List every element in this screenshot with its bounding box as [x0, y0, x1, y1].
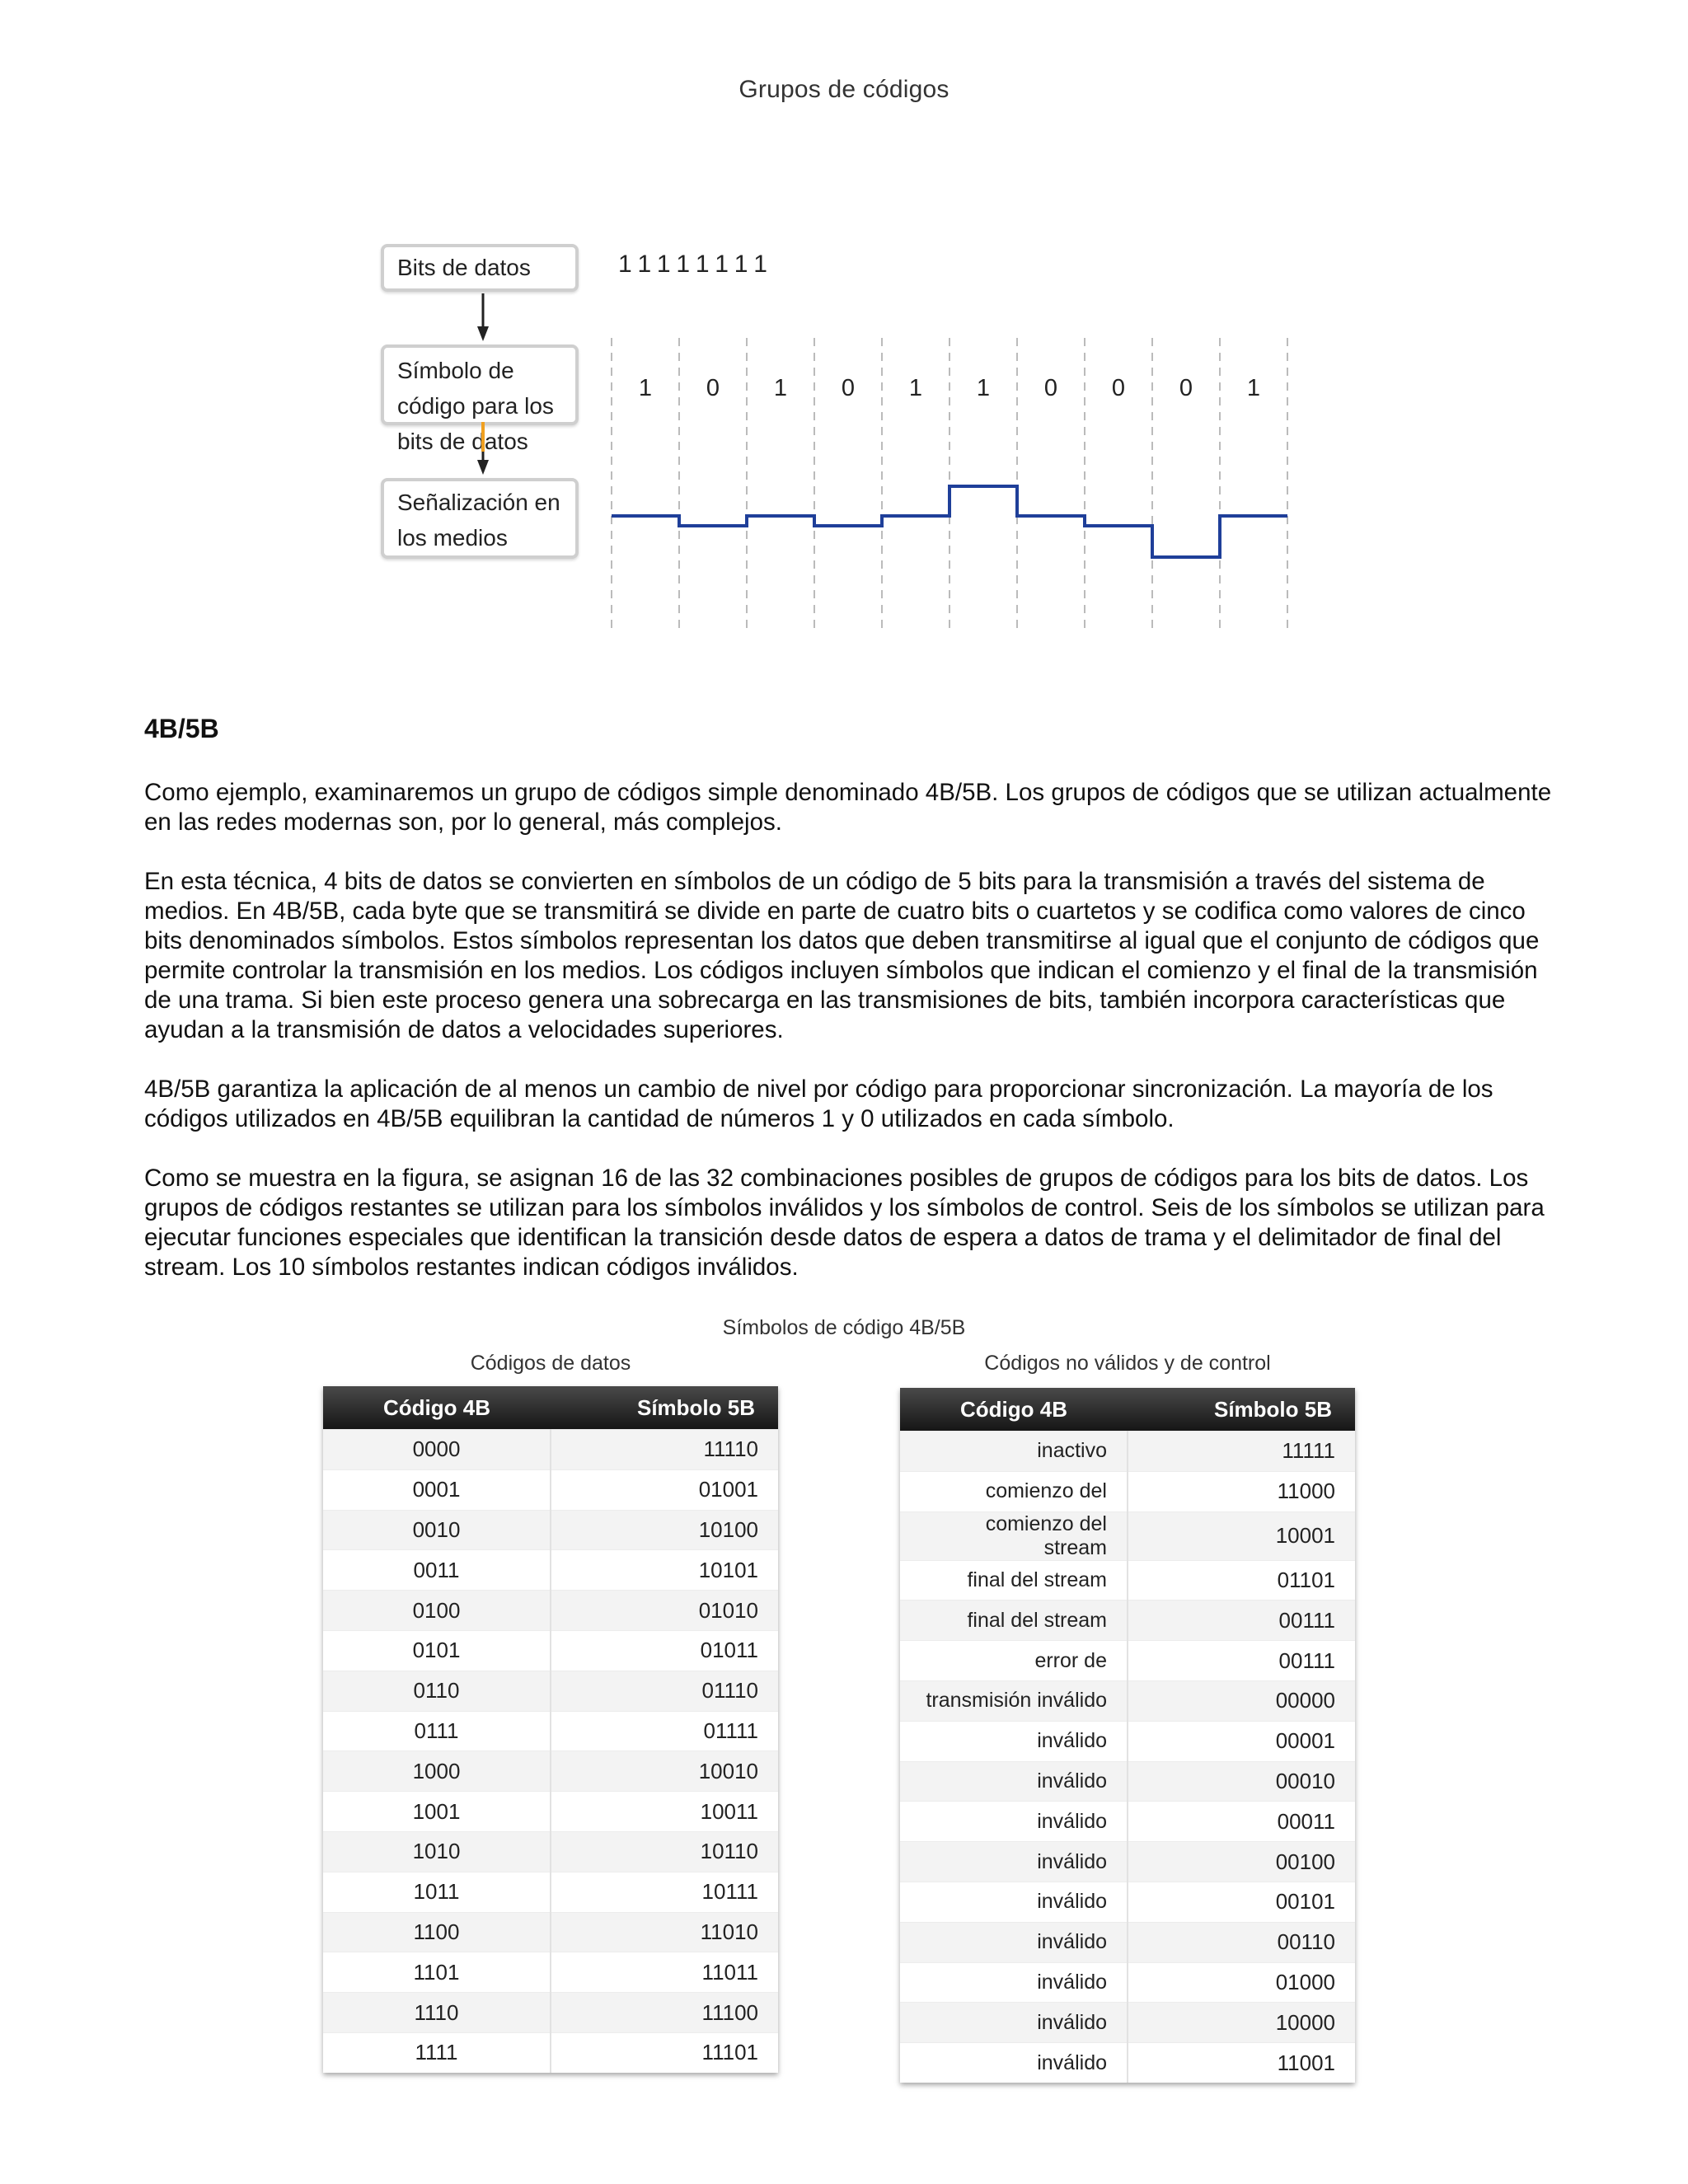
table-row [900, 1882, 1355, 1922]
cell-symbol-5b: 10110 [551, 1831, 778, 1872]
table-row [323, 1671, 778, 1711]
cell-symbol-5b: 11111 [1128, 1432, 1355, 1472]
cell-code-4b: inválido [900, 1721, 1128, 1761]
cell-code-4b: comienzo del [900, 1471, 1128, 1511]
cell-code-4b: 1010 [323, 1831, 551, 1872]
media-signaling-label-line1: Señalización en [397, 490, 560, 515]
cell-code-4b: inválido [900, 1761, 1128, 1802]
figure-title: Grupos de códigos [738, 76, 950, 103]
cell-symbol-5b: 00100 [1128, 1842, 1355, 1882]
table-row [323, 1792, 778, 1832]
code-symbol-label-line3: bits de datos [397, 429, 528, 454]
code-bit: 0 [1111, 375, 1126, 401]
cell-symbol-5b: 00110 [1128, 1922, 1355, 1962]
table-row [900, 2003, 1355, 2043]
table-row [323, 1952, 778, 1993]
cell-code-4b: inválido [900, 2003, 1128, 2043]
cell-symbol-5b: 00000 [1128, 1680, 1355, 1721]
column-header-5b: Símbolo 5B [551, 1386, 778, 1430]
cell-symbol-5b: 11011 [551, 1952, 778, 1993]
paragraph-2: En esta técnica, 4 bits de datos se convierten en símbolos de un código de 5 bits para la transmisión a través del sistema de medios. En 4B/5B, cada byte que se transmitirá se divide en parte de cuatro bits o cuartetos y se codifica como valores de cinco bits denominados símbolos. Estos símbolos representan los datos que deben transmitirse al igual que el conjunto de códigos que permite controlar la transmisión en los medios. Los códigos incluyen símbolos que indican el comienzo y el final de la transmisión de una trama. Si bien este proceso genera una sobrecarga en las transmisiones de bits, también incorpora características que ayudan a la transmisión de datos a velocidades superiores. [144, 868, 1540, 1043]
cell-code-4b: 0011 [323, 1550, 551, 1591]
table-row [323, 2032, 778, 2072]
cell-code-4b: 0101 [323, 1630, 551, 1671]
cell-symbol-5b: 01001 [551, 1469, 778, 1510]
code-bit: 0 [1179, 375, 1193, 401]
cell-code-4b: inválido [900, 1962, 1128, 2003]
cell-symbol-5b: 10101 [551, 1550, 778, 1591]
tables-title: Símbolos de código 4B/5B [722, 1316, 966, 1339]
cell-code-4b: transmisión inválido [900, 1680, 1128, 1721]
cell-code-4b: 0110 [323, 1671, 551, 1711]
cell-code-4b: inactivo [900, 1432, 1128, 1472]
table-header-row [900, 1388, 1355, 1432]
cell-code-4b: comienzo del stream [900, 1511, 1128, 1560]
cell-code-4b: final del stream [900, 1601, 1128, 1641]
data-bits-label: Bits de datos [397, 255, 531, 280]
cell-code-4b: inválido [900, 1802, 1128, 1842]
cell-code-4b: 1011 [323, 1872, 551, 1912]
table-row [900, 1802, 1355, 1842]
cell-symbol-5b: 11110 [551, 1430, 778, 1470]
cell-symbol-5b: 11101 [551, 2032, 778, 2072]
cell-symbol-5b: 01101 [1128, 1560, 1355, 1601]
cell-code-4b: 0010 [323, 1510, 551, 1550]
table-row [323, 1630, 778, 1671]
control-codes-table [900, 1388, 1355, 2083]
table-row [900, 1511, 1355, 1560]
data-codes-table [323, 1386, 778, 2073]
media-signaling-label-line2: los medios [397, 525, 508, 551]
cell-symbol-5b: 10010 [551, 1751, 778, 1792]
table-row [900, 1601, 1355, 1641]
code-symbol-label-line1: Símbolo de [397, 358, 514, 383]
table-row [323, 1510, 778, 1550]
cell-code-4b: error de [900, 1641, 1128, 1681]
cell-code-4b: 1101 [323, 1952, 551, 1993]
table-row [323, 1591, 778, 1631]
table-row [900, 1560, 1355, 1601]
table-row [323, 1751, 778, 1792]
control-codes-caption: Códigos no válidos y de control [984, 1352, 1271, 1375]
cell-code-4b: inválido [900, 1882, 1128, 1922]
table-header-row [323, 1386, 778, 1430]
section-heading: 4B/5B [144, 714, 219, 743]
cell-symbol-5b: 01010 [551, 1591, 778, 1631]
cell-symbol-5b: 11010 [551, 1912, 778, 1952]
cell-symbol-5b: 11001 [1128, 2043, 1355, 2083]
table-row [323, 1831, 778, 1872]
table-row [323, 1912, 778, 1952]
cell-symbol-5b: 11000 [1128, 1471, 1355, 1511]
cell-symbol-5b: 00111 [1128, 1601, 1355, 1641]
down-arrow-2 [477, 422, 489, 475]
table-row [900, 1471, 1355, 1511]
cell-code-4b: 1111 [323, 2032, 551, 2072]
table-row [900, 1922, 1355, 1962]
cell-symbol-5b: 10001 [1128, 1511, 1355, 1560]
cell-code-4b: 0000 [323, 1430, 551, 1470]
paragraph-4: Como se muestra en la figura, se asignan 16 de las 32 combinaciones posibles de grupos de códigos para los bits de datos. Los grupos de códigos restantes se utilizan para los símbolos inválidos y los símbolos de control. Seis de los símbolos se utilizan para ejecutar funciones especiales que identifican la transición desde datos de espera a datos de trama y el delimitador de final del stream. Los 10 símbolos restantes indican códigos inválidos. [144, 1165, 1545, 1281]
table-row [323, 1430, 778, 1470]
cell-code-4b: 0111 [323, 1711, 551, 1751]
cell-code-4b: 1001 [323, 1792, 551, 1832]
cell-code-4b: 1000 [323, 1751, 551, 1792]
cell-code-4b: 1110 [323, 1993, 551, 2033]
table-row [323, 1872, 778, 1912]
table-row [900, 1842, 1355, 1882]
cell-symbol-5b: 10100 [551, 1510, 778, 1550]
column-header-5b: Símbolo 5B [1128, 1388, 1355, 1432]
cell-symbol-5b: 10111 [551, 1872, 778, 1912]
code-bit: 0 [841, 375, 856, 401]
cell-symbol-5b: 01000 [1128, 1962, 1355, 2003]
table-row [323, 1469, 778, 1510]
code-bit: 0 [1043, 375, 1058, 401]
cell-code-4b: final del stream [900, 1560, 1128, 1601]
cell-code-4b: inválido [900, 1922, 1128, 1962]
data-bits-value: 11111111 [618, 251, 775, 278]
cell-symbol-5b: 01111 [551, 1711, 778, 1751]
table-row [900, 1680, 1355, 1721]
code-bit: 1 [908, 375, 923, 401]
cell-symbol-5b: 00111 [1128, 1641, 1355, 1681]
code-bit: 1 [773, 375, 788, 401]
cell-code-4b: inválido [900, 1842, 1128, 1882]
column-header-4b: Código 4B [900, 1388, 1128, 1432]
down-arrow-1 [477, 293, 489, 341]
code-bit: 0 [706, 375, 720, 401]
cell-code-4b: inválido [900, 2043, 1128, 2083]
signaling-diagram [0, 0, 1688, 659]
cell-code-4b: 0001 [323, 1469, 551, 1510]
code-bit: 1 [638, 375, 653, 401]
table-row [900, 1761, 1355, 1802]
cell-symbol-5b: 00011 [1128, 1802, 1355, 1842]
cell-symbol-5b: 00101 [1128, 1882, 1355, 1922]
table-row [323, 1711, 778, 1751]
table-row [900, 1721, 1355, 1761]
cell-symbol-5b: 01110 [551, 1671, 778, 1711]
cell-symbol-5b: 00010 [1128, 1761, 1355, 1802]
table-row [900, 2043, 1355, 2083]
table-row [323, 1993, 778, 2033]
data-codes-caption: Códigos de datos [470, 1352, 631, 1375]
cell-code-4b: 0100 [323, 1591, 551, 1631]
table-row [900, 1962, 1355, 2003]
cell-symbol-5b: 10011 [551, 1792, 778, 1832]
paragraph-3: 4B/5B garantiza la aplicación de al menos un cambio de nivel por código para proporcionar sincronización. La mayoría de los códigos utilizados en 4B/5B equilibran la cantidad de números 1 y 0 utilizados en cada símbolo. [144, 1076, 1493, 1132]
cell-symbol-5b: 11100 [551, 1993, 778, 2033]
table-row [323, 1550, 778, 1591]
cell-symbol-5b: 10000 [1128, 2003, 1355, 2043]
paragraph-1: Como ejemplo, examinaremos un grupo de códigos simple denominado 4B/5B. Los grupos de códigos que se utilizan actualmente en las redes modernas son, por lo general, más complejos. [144, 779, 1552, 836]
table-row [900, 1432, 1355, 1472]
code-bit: 1 [976, 375, 991, 401]
table-row [900, 1641, 1355, 1681]
code-symbol-label-line2: código para los [397, 393, 554, 419]
cell-symbol-5b: 00001 [1128, 1721, 1355, 1761]
column-header-4b: Código 4B [323, 1386, 551, 1430]
code-bit: 1 [1246, 375, 1261, 401]
cell-code-4b: 1100 [323, 1912, 551, 1952]
cell-symbol-5b: 01011 [551, 1630, 778, 1671]
